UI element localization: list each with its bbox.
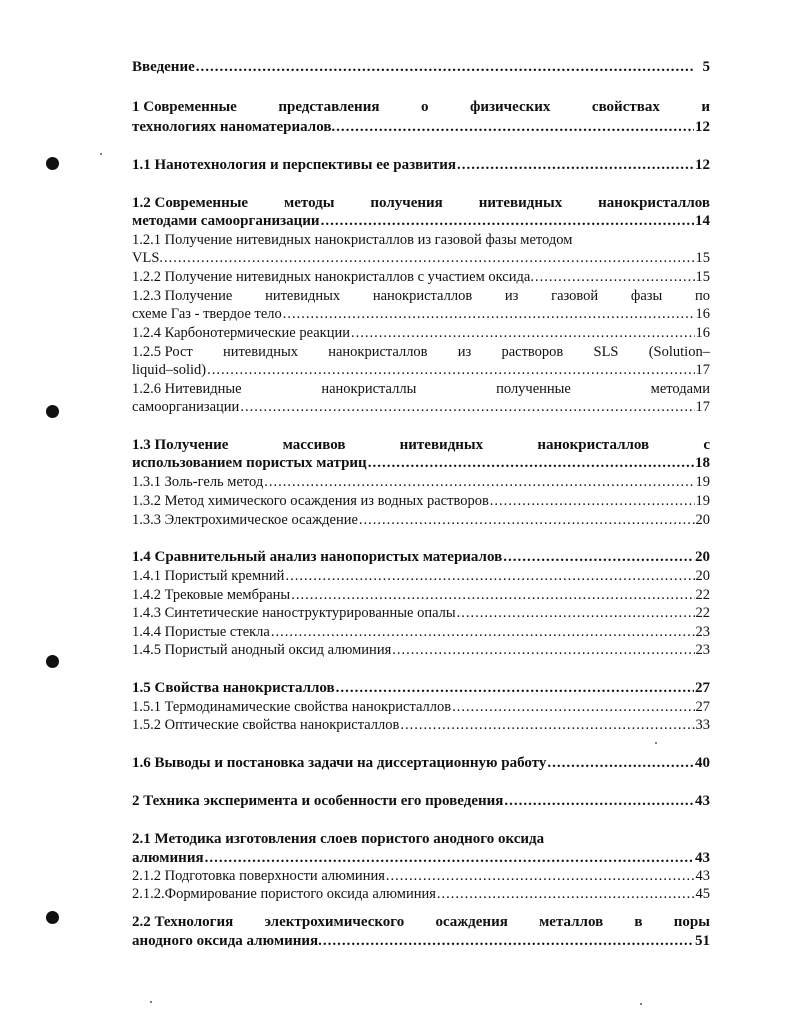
toc-word: полученные	[496, 381, 571, 397]
leader-dots	[207, 361, 694, 380]
leader-dots	[323, 932, 694, 951]
toc-word: нанокристаллы	[321, 381, 417, 397]
leader-dots	[285, 567, 694, 586]
toc-entry-title: 2.1.2.Формирование пористого оксида алюминия	[132, 886, 436, 902]
toc-word: физических	[469, 99, 551, 115]
leader-dots	[321, 212, 694, 231]
leader-dots	[437, 885, 695, 904]
toc-entry-title: методами самоорганизации	[132, 213, 320, 229]
toc-entry-title: liquid–solid)	[132, 362, 207, 378]
toc-word: 1.3 Получение	[132, 437, 229, 453]
toc-page-number: 43	[695, 850, 710, 866]
toc-page-number: 33	[695, 717, 710, 733]
leader-dots	[490, 492, 695, 511]
leader-dots	[504, 792, 694, 811]
toc-entry-1-3-3[interactable]	[132, 511, 710, 530]
toc-word: нанокристаллов	[328, 344, 428, 360]
toc-word: поры	[673, 914, 710, 930]
scan-speck	[100, 153, 102, 155]
toc-word: представления	[278, 99, 380, 115]
toc-word: из	[504, 288, 519, 304]
toc-entry-1-4-1[interactable]	[132, 567, 710, 586]
toc-entry-title: 1.3.2 Метод химического осаждения из водных растворов	[132, 493, 489, 509]
toc-page-number: 15	[695, 250, 710, 266]
toc-page-number: 16	[695, 325, 710, 341]
toc-page-number: 5	[702, 59, 710, 75]
toc-page-number: 17	[695, 399, 710, 415]
toc-entry-1-2-5-cont[interactable]	[132, 361, 710, 380]
toc-entry-1-4-5[interactable]	[132, 641, 710, 660]
toc-entry-1-2-3[interactable]	[132, 287, 710, 306]
toc-word: 1.2.5 Рост	[132, 344, 193, 360]
toc-word: по	[694, 288, 710, 304]
leader-dots	[196, 58, 695, 77]
leader-dots	[368, 454, 694, 473]
toc-entry-chapter-1[interactable]	[132, 98, 710, 117]
toc-page-number: 22	[695, 587, 710, 603]
toc-entry-title: 2 Техника эксперимента и особенности его проведения	[132, 793, 504, 809]
toc-word: нанокристаллов	[372, 288, 473, 304]
toc-page-number: 16	[695, 306, 710, 322]
toc-entry-1-2-3-cont[interactable]	[132, 305, 710, 324]
toc-entry-1-2-1-cont[interactable]	[132, 249, 710, 268]
toc-entry-title: схеме Газ - твердое тело	[132, 306, 282, 322]
toc-entry-title: 1.5.2 Оптические свойства нанокристаллов	[132, 717, 400, 733]
toc-word: электрохимического	[264, 914, 405, 930]
toc-entry-title: 1.2.1 Получение нитевидных нанокристаллов из газовой фазы методом	[132, 232, 573, 248]
toc-entry-chapter-1-cont[interactable]	[132, 118, 710, 137]
leader-dots	[547, 754, 694, 773]
toc-entry-1-3[interactable]	[132, 436, 710, 455]
toc-entry-1-3-cont[interactable]	[132, 454, 710, 473]
toc-entry-title: 1.3.1 Золь-гель метод	[132, 474, 264, 490]
toc-page-number: 51	[695, 933, 710, 949]
toc-entry-title: самоорганизации	[132, 399, 240, 415]
toc-word: о	[420, 99, 429, 115]
leader-dots	[359, 511, 695, 530]
toc-word: (Solution–	[648, 344, 710, 360]
toc-entry-chapter-2[interactable]	[132, 792, 710, 811]
toc-page-number: 23	[695, 642, 710, 658]
leader-dots	[291, 586, 694, 605]
toc-page-number: 18	[695, 455, 710, 471]
leader-dots	[400, 716, 694, 735]
toc-entry-title: 1.2.2 Получение нитевидных нанокристаллов с участием оксида.	[132, 269, 534, 285]
toc-entry-title: 1.6 Выводы и постановка задачи на диссертационную работу	[132, 755, 547, 771]
toc-entry-title: 1.1 Нанотехнология и перспективы ее развития	[132, 157, 457, 173]
toc-word: нанокристаллов	[598, 195, 710, 211]
leader-dots	[457, 156, 694, 175]
toc-entry-intro[interactable]	[132, 58, 710, 77]
toc-word: свойствах	[591, 99, 660, 115]
punch-hole-mark	[46, 655, 59, 668]
toc-word: растворов	[501, 344, 564, 360]
leader-dots	[535, 268, 695, 287]
toc-entry-1-2[interactable]	[132, 194, 710, 213]
toc-entry-1-4[interactable]	[132, 548, 710, 567]
leader-dots	[336, 118, 694, 137]
toc-word: методами	[650, 381, 710, 397]
leader-dots	[452, 698, 694, 717]
toc-entry-1-2-cont[interactable]	[132, 212, 710, 231]
toc-word: 2.2 Технология	[132, 914, 234, 930]
toc-page-number: 23	[695, 624, 710, 640]
toc-page-number: 43	[695, 868, 710, 884]
toc-entry-1-5-1[interactable]	[132, 698, 710, 717]
toc-page-number: 20	[695, 512, 710, 528]
toc-entry-2-1-cont[interactable]	[132, 849, 710, 868]
toc-entry-1-2-2[interactable]	[132, 268, 710, 287]
toc-page-number: 43	[695, 793, 710, 809]
toc-word: 1 Современные	[132, 99, 237, 115]
toc-entry-1-3-2[interactable]	[132, 492, 710, 511]
leader-dots	[271, 623, 695, 642]
toc-word: газовой	[551, 288, 599, 304]
toc-entry-title: технологиях наноматериалов.	[132, 119, 336, 135]
toc-entry-title: 2.1.2 Подготовка поверхности алюминия	[132, 868, 385, 884]
toc-entry-title: 1.2.4 Карбонотермические реакции	[132, 325, 350, 341]
toc-page-number: 19	[695, 474, 710, 490]
scan-speck	[640, 1003, 642, 1005]
leader-dots	[386, 867, 695, 886]
toc-page-number: 12	[695, 119, 710, 135]
toc-entry-2-1-2[interactable]	[132, 867, 710, 886]
toc-word: нанокристаллов	[537, 437, 650, 453]
toc-word: 1.2.6 Нитевидные	[132, 381, 242, 397]
toc-entry-title: 1.4.5 Пористый анодный оксид алюминия	[132, 642, 392, 658]
leader-dots	[240, 398, 694, 417]
toc-page-number: 20	[695, 568, 710, 584]
toc-entry-1-5-2[interactable]	[132, 716, 710, 735]
toc-entry-title: Введение	[132, 59, 195, 75]
toc-entry-title: 1.4.1 Пористый кремний	[132, 568, 285, 584]
toc-entry-1-2-6[interactable]	[132, 380, 710, 399]
punch-hole-mark	[46, 157, 59, 170]
leader-dots	[503, 548, 694, 567]
toc-word: из	[457, 344, 472, 360]
toc-word: металлов	[539, 914, 604, 930]
toc-entry-title: 1.4.3 Синтетические наноструктурированные опалы	[132, 605, 456, 621]
toc-entry-1-2-4[interactable]	[132, 324, 710, 343]
toc-word: методы	[284, 195, 335, 211]
toc-entry-title: 1.4 Сравнительный анализ нанопористых материалов	[132, 549, 503, 565]
toc-entry-2-2[interactable]	[132, 913, 710, 932]
toc-entry-1-2-6-cont[interactable]	[132, 398, 710, 417]
toc-word: нитевидных	[265, 288, 341, 304]
toc-word: SLS	[593, 344, 619, 360]
toc-entry-1-2-5[interactable]	[132, 343, 710, 362]
toc-page-number: 17	[695, 362, 710, 378]
leader-dots	[336, 679, 694, 698]
toc-page-number: 40	[695, 755, 710, 771]
toc-entry-title: алюминия	[132, 850, 204, 866]
toc-word: 1.2.3 Получение	[132, 288, 233, 304]
toc-word: в	[634, 914, 643, 930]
toc-entry-1-1[interactable]	[132, 156, 710, 175]
toc-page-number: 27	[695, 680, 710, 696]
leader-dots	[351, 324, 695, 343]
toc-entry-title: анодного оксида алюминия.	[132, 933, 322, 949]
leader-dots	[457, 604, 695, 623]
toc-entry-title: использованием пористых матриц	[132, 455, 367, 471]
toc-entry-1-4-3[interactable]	[132, 604, 710, 623]
toc-word: массивов	[282, 437, 346, 453]
toc-entry-2-1[interactable]	[132, 830, 710, 849]
toc-word: осаждения	[435, 914, 508, 930]
toc-page-number: 22	[695, 605, 710, 621]
toc-entry-title: VLS.	[132, 250, 164, 266]
toc-entry-1-4-4[interactable]	[132, 623, 710, 642]
toc-entry-2-2-cont[interactable]	[132, 932, 710, 951]
toc-entry-title: 1.5.1 Термодинамические свойства нанокристаллов	[132, 699, 452, 715]
leader-dots	[283, 305, 695, 324]
toc-page-number: 27	[695, 699, 710, 715]
toc-word: нитевидных	[399, 437, 484, 453]
toc-entry-title: 1.3.3 Электрохимическое осаждение	[132, 512, 358, 528]
toc-word: нитевидных	[222, 344, 298, 360]
toc-page-number: 15	[695, 269, 710, 285]
toc-entry-1-6[interactable]	[132, 754, 710, 773]
toc-page-number: 19	[695, 493, 710, 509]
scan-speck	[655, 742, 657, 744]
toc-page-number: 45	[695, 886, 710, 902]
punch-hole-mark	[46, 911, 59, 924]
leader-dots	[264, 473, 694, 492]
toc-entry-title: 1.5 Свойства нанокристаллов	[132, 680, 335, 696]
toc-entry-1-2-1[interactable]	[132, 231, 710, 250]
toc-entry-2-1-2-formation[interactable]	[132, 885, 710, 904]
toc-word: получения	[370, 195, 443, 211]
toc-page-number: 12	[695, 157, 710, 173]
punch-hole-mark	[46, 405, 59, 418]
toc-word: нитевидных	[478, 195, 563, 211]
leader-dots	[392, 641, 694, 660]
toc-entry-title: 1.4.4 Пористые стекла	[132, 624, 270, 640]
leader-dots	[205, 849, 694, 868]
toc-word: и	[701, 99, 710, 115]
toc-word: фазы	[630, 288, 663, 304]
toc-entry-1-4-2[interactable]	[132, 586, 710, 605]
toc-word: 1.2 Современные	[132, 195, 249, 211]
toc-entry-1-5[interactable]	[132, 679, 710, 698]
toc-entry-1-3-1[interactable]	[132, 473, 710, 492]
toc-page-number: 20	[695, 549, 710, 565]
toc-entry-title: 1.4.2 Трековые мембраны	[132, 587, 291, 603]
toc-word: с	[703, 437, 710, 453]
scan-speck	[150, 1001, 152, 1003]
leader-dots	[164, 249, 694, 268]
toc-entry-title: 2.1 Методика изготовления слоев пористого анодного оксида	[132, 831, 545, 847]
toc-page-number: 14	[695, 213, 710, 229]
